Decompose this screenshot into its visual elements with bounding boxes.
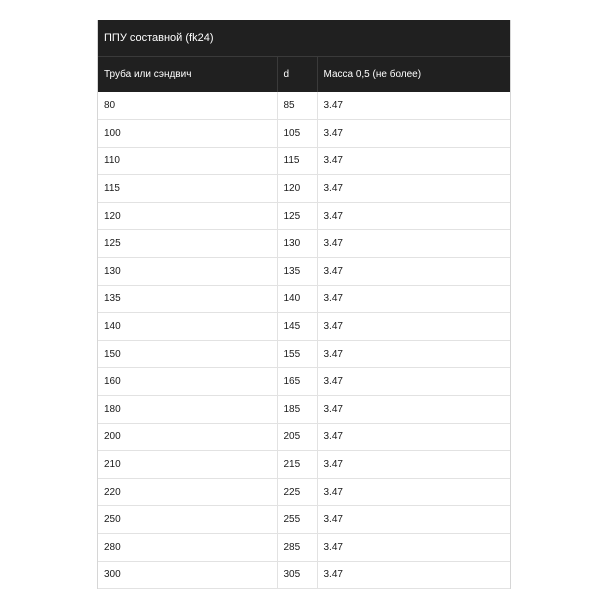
spec-table-container bbox=[97, 20, 511, 589]
cell-d: 305 bbox=[277, 561, 317, 589]
cell-d: 130 bbox=[277, 230, 317, 258]
table-row bbox=[98, 368, 510, 396]
table-row bbox=[98, 561, 510, 589]
cell-d: 85 bbox=[277, 92, 317, 120]
header-row bbox=[98, 57, 510, 92]
cell-pipe-or-sandwich: 135 bbox=[98, 285, 277, 313]
cell-d: 135 bbox=[277, 258, 317, 286]
header-d: d bbox=[277, 57, 317, 92]
cell-pipe-or-sandwich: 150 bbox=[98, 340, 277, 368]
cell-d: 225 bbox=[277, 478, 317, 506]
table-row bbox=[98, 313, 510, 341]
cell-pipe-or-sandwich: 180 bbox=[98, 396, 277, 424]
table-row bbox=[98, 396, 510, 424]
cell-mass: 3.47 bbox=[317, 451, 510, 479]
table-row bbox=[98, 258, 510, 286]
table-row bbox=[98, 478, 510, 506]
spec-table bbox=[98, 57, 510, 589]
cell-d: 185 bbox=[277, 396, 317, 424]
cell-mass: 3.47 bbox=[317, 368, 510, 396]
table-header bbox=[98, 57, 510, 92]
cell-pipe-or-sandwich: 100 bbox=[98, 120, 277, 148]
cell-pipe-or-sandwich: 140 bbox=[98, 313, 277, 341]
cell-pipe-or-sandwich: 200 bbox=[98, 423, 277, 451]
cell-d: 255 bbox=[277, 506, 317, 534]
cell-mass: 3.47 bbox=[317, 285, 510, 313]
cell-d: 115 bbox=[277, 147, 317, 175]
cell-pipe-or-sandwich: 115 bbox=[98, 175, 277, 203]
cell-mass: 3.47 bbox=[317, 147, 510, 175]
table-row bbox=[98, 175, 510, 203]
cell-pipe-or-sandwich: 250 bbox=[98, 506, 277, 534]
table-row bbox=[98, 147, 510, 175]
cell-d: 125 bbox=[277, 202, 317, 230]
cell-d: 145 bbox=[277, 313, 317, 341]
cell-mass: 3.47 bbox=[317, 175, 510, 203]
cell-mass: 3.47 bbox=[317, 313, 510, 341]
cell-pipe-or-sandwich: 125 bbox=[98, 230, 277, 258]
cell-mass: 3.47 bbox=[317, 120, 510, 148]
table-row bbox=[98, 340, 510, 368]
cell-mass: 3.47 bbox=[317, 258, 510, 286]
table-row bbox=[98, 506, 510, 534]
table-row bbox=[98, 230, 510, 258]
cell-mass: 3.47 bbox=[317, 396, 510, 424]
cell-pipe-or-sandwich: 300 bbox=[98, 561, 277, 589]
cell-pipe-or-sandwich: 210 bbox=[98, 451, 277, 479]
cell-d: 285 bbox=[277, 534, 317, 562]
cell-mass: 3.47 bbox=[317, 340, 510, 368]
cell-pipe-or-sandwich: 220 bbox=[98, 478, 277, 506]
cell-d: 155 bbox=[277, 340, 317, 368]
cell-mass: 3.47 bbox=[317, 92, 510, 120]
cell-pipe-or-sandwich: 80 bbox=[98, 92, 277, 120]
header-pipe-or-sandwich: Труба или сэндвич bbox=[98, 57, 277, 92]
cell-d: 140 bbox=[277, 285, 317, 313]
cell-d: 105 bbox=[277, 120, 317, 148]
table-row bbox=[98, 120, 510, 148]
table-body bbox=[98, 92, 510, 589]
cell-pipe-or-sandwich: 110 bbox=[98, 147, 277, 175]
cell-mass: 3.47 bbox=[317, 534, 510, 562]
table-row bbox=[98, 92, 510, 120]
cell-mass: 3.47 bbox=[317, 202, 510, 230]
cell-pipe-or-sandwich: 120 bbox=[98, 202, 277, 230]
cell-d: 205 bbox=[277, 423, 317, 451]
header-mass: Масса 0,5 (не более) bbox=[323, 69, 422, 80]
table-row bbox=[98, 202, 510, 230]
table-title: ППУ составной (fk24) bbox=[98, 20, 510, 57]
cell-mass: 3.47 bbox=[317, 561, 510, 589]
table-row bbox=[98, 285, 510, 313]
cell-mass: 3.47 bbox=[317, 506, 510, 534]
cell-pipe-or-sandwich: 280 bbox=[98, 534, 277, 562]
cell-d: 215 bbox=[277, 451, 317, 479]
cell-pipe-or-sandwich: 160 bbox=[98, 368, 277, 396]
cell-mass: 3.47 bbox=[317, 478, 510, 506]
cell-mass: 3.47 bbox=[317, 230, 510, 258]
table-row bbox=[98, 423, 510, 451]
table-row bbox=[98, 534, 510, 562]
cell-pipe-or-sandwich: 130 bbox=[98, 258, 277, 286]
cell-mass: 3.47 bbox=[317, 423, 510, 451]
cell-d: 165 bbox=[277, 368, 317, 396]
table-row bbox=[98, 451, 510, 479]
cell-d: 120 bbox=[277, 175, 317, 203]
